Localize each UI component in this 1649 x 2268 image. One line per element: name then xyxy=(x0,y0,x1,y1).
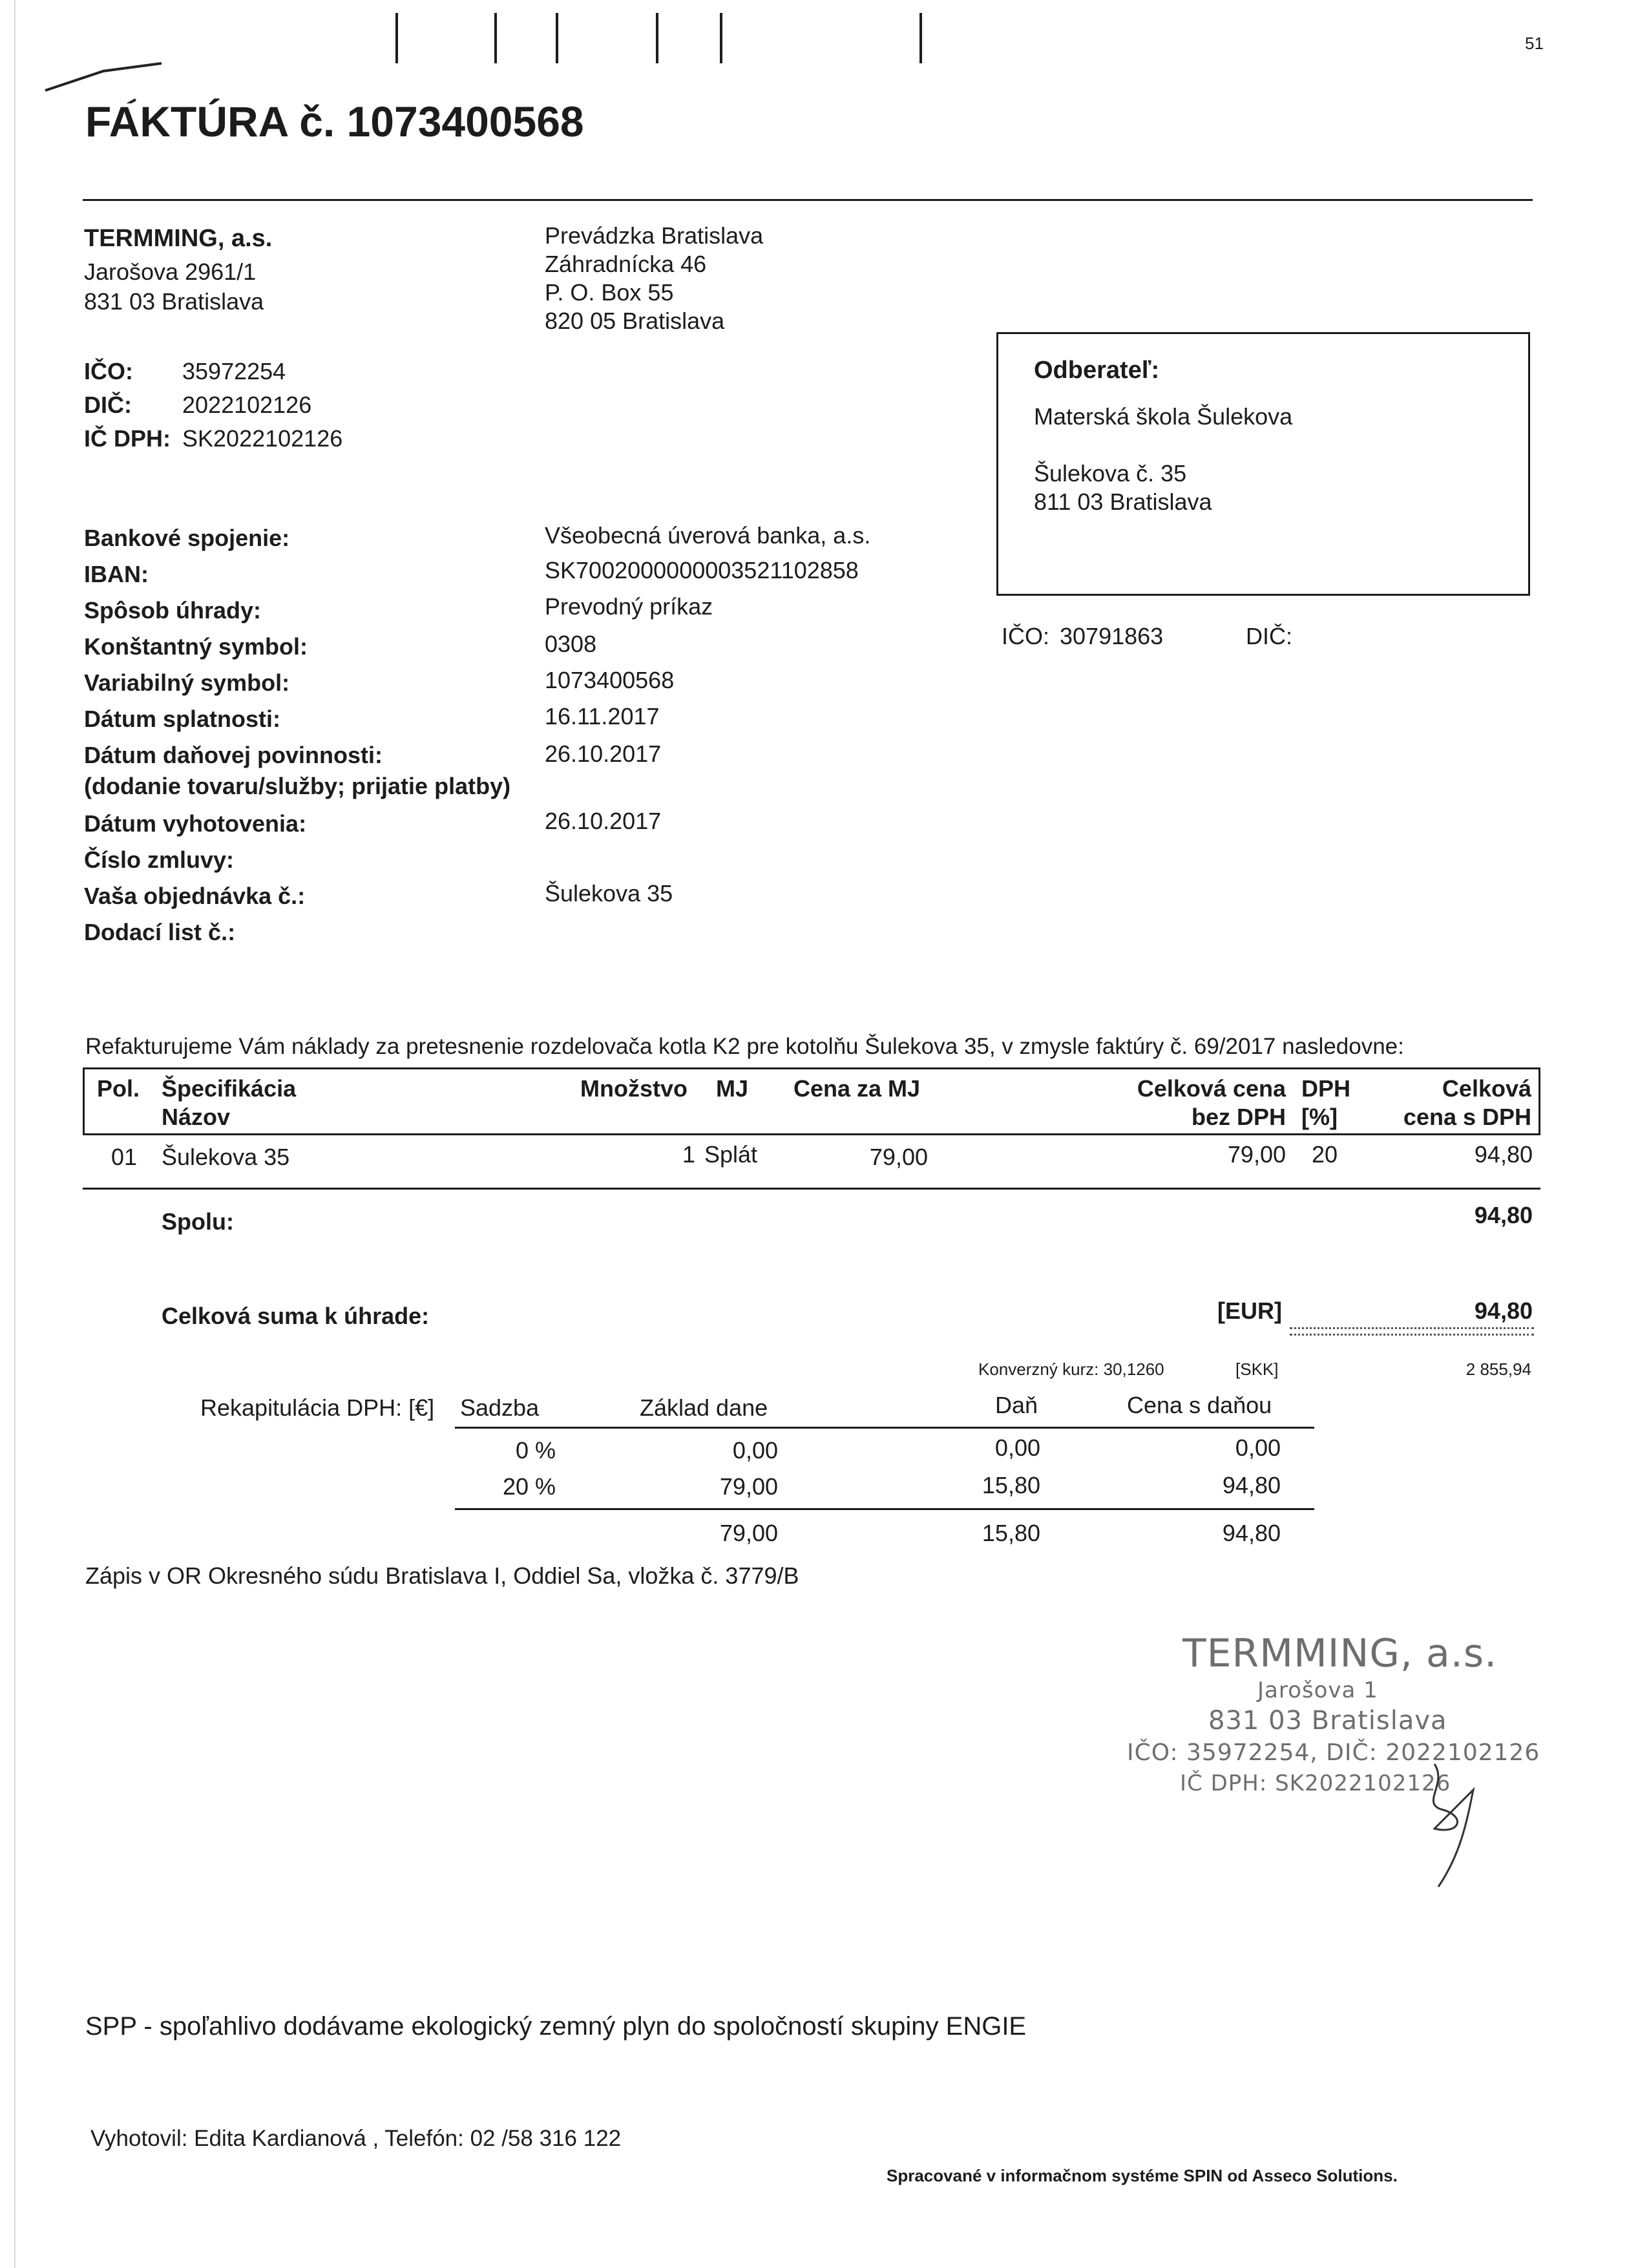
payment-value: 0308 xyxy=(545,631,597,657)
stamp-city: 831 03 Bratislava xyxy=(1208,1706,1447,1736)
vat-cell-cena: 94,80 xyxy=(1222,1472,1281,1498)
payment-label: Dátum vyhotovenia: xyxy=(84,810,307,837)
issued-by: Vyhotovil: Edita Kardianová , Telefón: 02 /58 316 122 xyxy=(90,2126,622,2151)
skk-value: 2 855,94 xyxy=(1465,1360,1531,1379)
vat-cell-cena: 0,00 xyxy=(1235,1434,1281,1461)
vat-cell-sadzba: 0 % xyxy=(515,1437,556,1464)
marker-bar xyxy=(919,13,922,63)
cell-celkova-bez: 79,00 xyxy=(1227,1141,1286,1168)
payment-label: Konštantný symbol: xyxy=(84,633,308,660)
cell-mnozstvo: 1 xyxy=(682,1141,695,1168)
spolu-value: 94,80 xyxy=(1474,1202,1533,1228)
vat-cell-zaklad: 0,00 xyxy=(732,1437,778,1464)
vat-header-cena: Cena s daňou xyxy=(1127,1392,1272,1418)
cell-celkova-s: 94,80 xyxy=(1474,1141,1533,1168)
supplier-icdph: SK2022102126 xyxy=(182,425,343,452)
vat-total-rule xyxy=(455,1508,1314,1510)
total-dotted-rule xyxy=(1290,1334,1534,1336)
registration-text: Zápis v OR Okresného súdu Bratislava I, Oddiel Sa, vložka č. 3779/B xyxy=(85,1562,799,1589)
system-note: Spracované v informačnom systéme SPIN od Asseco Solutions. xyxy=(887,2166,1398,2185)
vat-cell-dan: 15,80 xyxy=(982,1472,1040,1498)
conversion-rate: Konverzný kurz: 30,1260 xyxy=(978,1360,1164,1379)
branch-line: 820 05 Bratislava xyxy=(545,308,725,334)
page-number: 51 xyxy=(1525,34,1544,53)
branch-line: Záhradnícka 46 xyxy=(545,251,707,277)
marker-bar xyxy=(720,13,722,63)
stamp-ids: IČO: 35972254, DIČ: 2022102126 xyxy=(1127,1739,1540,1766)
supplier-address-line1: Jarošova 2961/1 xyxy=(84,258,257,285)
cell-mj: Splát xyxy=(704,1141,758,1168)
skk-label: [SKK] xyxy=(1235,1360,1279,1379)
supplier-dic: 2022102126 xyxy=(182,392,312,418)
payment-value: Všeobecná úverová banka, a.s. xyxy=(545,522,871,549)
total-value: 94,80 xyxy=(1474,1297,1533,1324)
col-header-celkova-s-2: cena s DPH xyxy=(1403,1104,1531,1130)
customer-dic-label: DIČ: xyxy=(1246,623,1292,649)
payment-value: 16.11.2017 xyxy=(545,703,660,730)
signature-stroke xyxy=(1396,1738,1486,1893)
col-header-celkova-bez-2: bez DPH xyxy=(1191,1104,1286,1130)
vat-total-dan: 15,80 xyxy=(982,1520,1040,1546)
vat-cell-zaklad: 79,00 xyxy=(719,1473,778,1500)
payment-label: Variabilný symbol: xyxy=(84,669,290,696)
payment-label: Číslo zmluvy: xyxy=(84,846,235,873)
supplier-dic-label: DIČ: xyxy=(84,392,132,418)
vat-total-zaklad: 79,00 xyxy=(719,1520,778,1546)
table-header-rule xyxy=(83,1133,1540,1135)
payment-value: 1073400568 xyxy=(545,667,675,693)
col-header-pol: Pol. xyxy=(97,1075,140,1102)
col-header-dph-2: [%] xyxy=(1301,1104,1338,1130)
col-header-spec: Špecifikácia xyxy=(162,1075,297,1102)
vat-header-sadzba: Sadzba xyxy=(460,1394,540,1421)
cell-nazov: Šulekova 35 xyxy=(162,1144,290,1170)
supplier-name: TERMMING, a.s. xyxy=(84,225,273,252)
customer-address-line1: Šulekova č. 35 xyxy=(1034,460,1187,487)
col-header-dph-1: DPH xyxy=(1301,1075,1351,1102)
stamp-street: Jarošova 1 xyxy=(1257,1677,1378,1703)
marker-bar xyxy=(656,13,658,63)
cell-pol: 01 xyxy=(111,1144,138,1170)
payment-value: Šulekova 35 xyxy=(545,880,673,907)
vat-cell-dan: 0,00 xyxy=(994,1434,1040,1461)
branch-line: Prevádzka Bratislava xyxy=(545,222,764,249)
marker-bar xyxy=(556,13,558,63)
table-bottom-rule xyxy=(83,1188,1540,1190)
slogan: SPP - spoľahlivo dodávame ekologický zemný plyn do spoločností skupiny ENGIE xyxy=(85,2012,1027,2041)
supplier-icdph-label: IČ DPH: xyxy=(84,425,171,452)
payment-label: Dodací list č.: xyxy=(84,919,236,945)
table-right-border xyxy=(1539,1067,1540,1135)
vat-header-dan: Daň xyxy=(995,1392,1038,1418)
payment-value: Prevodný príkaz xyxy=(545,593,713,620)
total-label: Celková suma k úhrade: xyxy=(162,1303,430,1329)
col-header-mnozstvo: Množstvo xyxy=(580,1075,688,1102)
payment-label: Vaša objednávka č.: xyxy=(84,883,306,909)
payment-label: IBAN: xyxy=(84,561,149,587)
invoice-title: FAKTÚRA č. 1073400568 xyxy=(85,98,584,145)
payment-label: Dátum daňovej povinnosti: xyxy=(84,742,383,768)
pen-scribble xyxy=(39,45,168,103)
payment-label: (dodanie tovaru/služby; prijatie platby) xyxy=(84,773,511,799)
payment-label: Bankové spojenie: xyxy=(84,525,290,551)
payment-label: Spôsob úhrady: xyxy=(84,597,262,624)
stamp-vat-id: IČ DPH: SK2022102126 xyxy=(1180,1770,1451,1796)
supplier-ico: 35972254 xyxy=(182,358,286,384)
stamp-name: TERMMING, a.s. xyxy=(1182,1631,1498,1676)
vat-header-zaklad: Základ dane xyxy=(640,1394,768,1421)
table-top-rule xyxy=(83,1067,1540,1069)
customer-address-line2: 811 03 Bratislava xyxy=(1034,488,1212,515)
marker-bar xyxy=(494,13,497,63)
vat-header-rule xyxy=(455,1427,1314,1429)
total-dotted-rule xyxy=(1290,1327,1534,1329)
customer-ico-label: IČO: xyxy=(1002,623,1050,649)
col-header-cena-mj: Cena za MJ xyxy=(793,1075,921,1102)
vat-recap-label: Rekapitulácia DPH: [€] xyxy=(200,1394,435,1421)
spolu-label: Spolu: xyxy=(162,1208,234,1235)
header-rule xyxy=(83,199,1533,201)
vat-total-cena: 94,80 xyxy=(1222,1520,1281,1546)
customer-heading: Odberateľ: xyxy=(1034,357,1160,384)
intro-text: Refakturujeme Vám náklady za pretesnenie rozdelovača kotla K2 pre kotolňu Šulekova 35, v zmysle faktúry č. 69/2017 nasledovne: xyxy=(85,1034,1404,1059)
scan-edge-line xyxy=(14,0,16,2268)
customer-ico: 30791863 xyxy=(1060,623,1164,649)
supplier-ico-label: IČO: xyxy=(84,358,133,384)
supplier-address-line2: 831 03 Bratislava xyxy=(84,288,264,315)
col-header-nazov: Názov xyxy=(162,1104,231,1130)
cell-dph: 20 xyxy=(1312,1141,1338,1168)
table-left-border xyxy=(83,1067,85,1135)
col-header-mj: MJ xyxy=(716,1075,749,1102)
vat-cell-sadzba: 20 % xyxy=(502,1473,556,1500)
payment-value: 26.10.2017 xyxy=(545,740,662,767)
col-header-celkova-bez-1: Celková cena xyxy=(1137,1075,1286,1102)
payment-value: SK7002000000003521102858 xyxy=(545,557,859,583)
payment-label: Dátum splatnosti: xyxy=(84,706,281,732)
col-header-celkova-s-1: Celková xyxy=(1442,1075,1531,1102)
marker-bar xyxy=(395,13,398,63)
cell-cena-mj: 79,00 xyxy=(869,1144,928,1170)
customer-name: Materská škola Šulekova xyxy=(1034,403,1293,430)
payment-value: 26.10.2017 xyxy=(545,808,662,834)
branch-line: P. O. Box 55 xyxy=(545,279,674,306)
total-currency: [EUR] xyxy=(1217,1297,1282,1324)
